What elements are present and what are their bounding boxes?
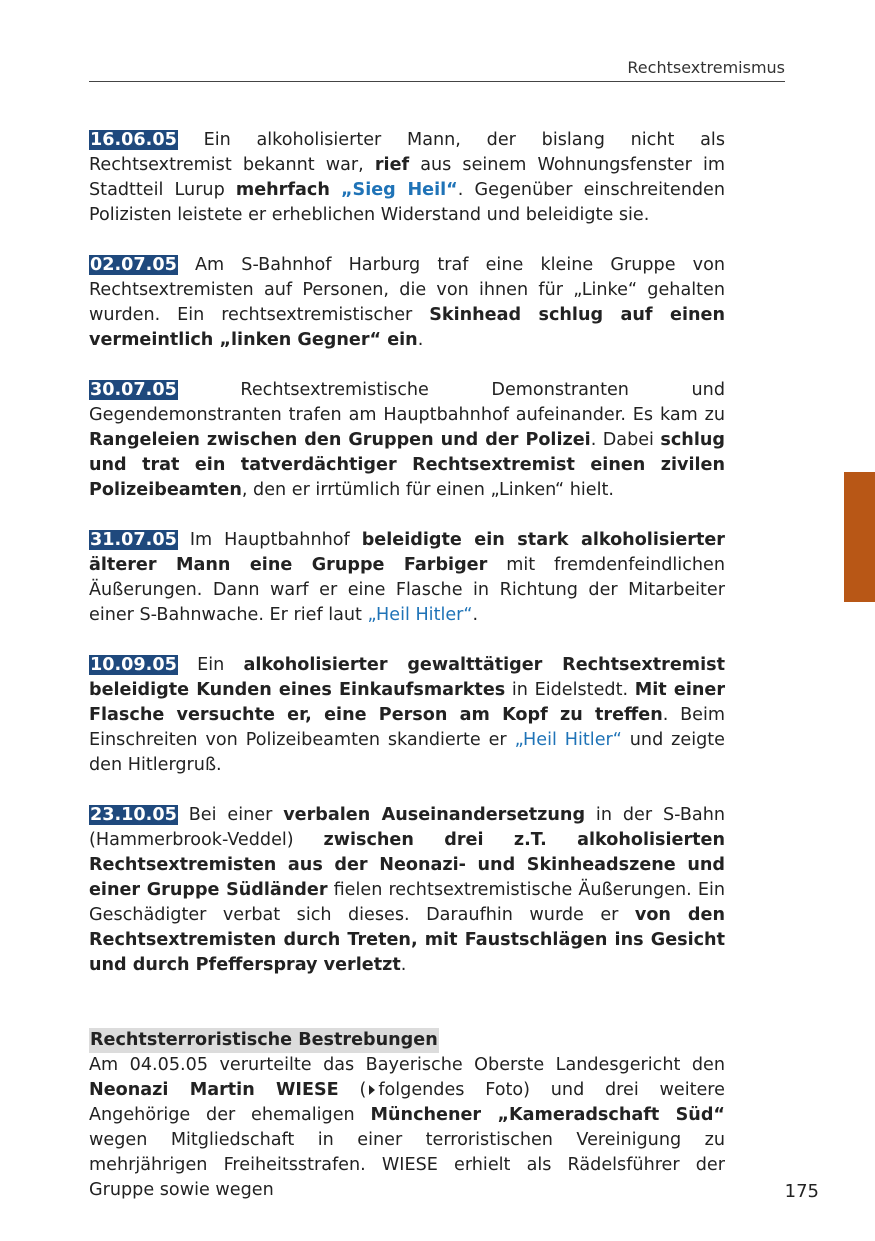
entry-16-06-05 bbox=[89, 128, 725, 228]
header-rule bbox=[89, 81, 785, 82]
entry-text: . bbox=[417, 330, 424, 350]
entry-emphasis: zwischen drei z.T. alkoholisierten Rechtsextremisten aus der Neonazi- und Skinheadszene und einer Gruppe Südländer bbox=[89, 830, 725, 900]
entry-text: Im Hauptbahnhof bbox=[177, 530, 362, 550]
entry-text: in Eidelstedt. bbox=[505, 680, 635, 700]
entry-text: . Dabei bbox=[590, 430, 661, 450]
section-text: ( bbox=[338, 1080, 367, 1100]
entry-text: . bbox=[400, 955, 407, 975]
page-number: 175 bbox=[784, 1181, 819, 1202]
entry-text: . Gegenüber einschreitenden Polizisten leistete er erheblichen Widerstand und beleidigte sie. bbox=[89, 180, 726, 225]
entry-emphasis: Skinhead schlug auf einen vermeintlich „linken Gegner“ ein bbox=[89, 305, 725, 350]
entry-text: Rechtsextremistische Demonstranten und Gegendemonstranten trafen am Hauptbahnhof aufeinander. Es kam zu bbox=[89, 380, 725, 425]
entry-date: 30.07.05 bbox=[90, 380, 177, 400]
entry-10-09-05 bbox=[89, 653, 725, 778]
entry-text: mit fremdenfeindlichen Äußerungen. Dann warf er eine Flasche in Richtung der Mitarbeiter einer S-Bahnwache. Er rief laut bbox=[89, 555, 725, 625]
section-text: wegen Mitgliedschaft in einer terroristischen Vereinigung zu mehrjährigen Freiheitsstrafen. WIESE erhielt als Rädelsführer der Gruppe sowie wegen bbox=[89, 1130, 725, 1200]
entry-text: in der S-Bahn (Hammerbrook-Veddel) bbox=[89, 805, 726, 850]
entry-date: 16.06.05 bbox=[90, 130, 177, 150]
section-text: folgendes Foto) und drei weitere Angehörige der ehemaligen bbox=[89, 1080, 725, 1125]
entry-emphasis: beleidigte ein stark alkoholisierter älterer Mann eine Gruppe Farbiger bbox=[89, 530, 725, 575]
section-emphasis: Münchener „Kameradschaft Süd“ bbox=[370, 1105, 725, 1125]
chapter-tab-marker bbox=[844, 472, 875, 602]
entry-02-07-05 bbox=[89, 253, 725, 353]
entry-text: und zeigte den Hitlergruß. bbox=[89, 730, 725, 775]
entry-emphasis: rief bbox=[374, 155, 410, 175]
entry-emphasis: alkoholisierter gewalttätiger Rechtsextremist beleidigte Kunden eines Einkaufsmarktes bbox=[89, 655, 726, 700]
section-heading: Rechtsterroristische Bestrebungen bbox=[89, 1028, 439, 1053]
entry-date: 31.07.05 bbox=[90, 530, 177, 550]
entry-text: Ein alkoholisierter Mann, der bislang nicht als Rechtsextremist bekannt war, bbox=[89, 130, 725, 175]
entry-text: Am S-Bahnhof Harburg traf eine kleine Gruppe von Rechtsextremisten auf Personen, die von ihnen für „Linke“ gehalten wurden. Ein rechtsextremistischer bbox=[89, 255, 725, 325]
entry-date: 23.10.05 bbox=[90, 805, 177, 825]
entry-text: fielen rechtsextremistische Äußerungen. Ein Geschädigter verbat sich dieses. Daraufhin wurde er bbox=[89, 880, 725, 925]
entry-23-10-05 bbox=[89, 803, 725, 978]
section-body bbox=[89, 1053, 725, 1203]
entry-text: Bei einer bbox=[177, 805, 284, 825]
entry-emphasis: mehrfach bbox=[235, 180, 330, 200]
entry-text: aus seinem Wohnungsfenster im Stadtteil Lurup bbox=[89, 155, 725, 200]
entry-date: 10.09.05 bbox=[90, 655, 177, 675]
page-content bbox=[89, 128, 725, 1203]
entry-30-07-05 bbox=[89, 378, 725, 503]
entry-emphasis: von den Rechtsextremisten durch Treten, mit Faustschlägen ins Gesicht und durch Pfefferspray verletzt bbox=[89, 905, 725, 975]
entry-quote: „Heil Hitler“ bbox=[514, 730, 622, 750]
triangle-right-icon bbox=[369, 1085, 375, 1095]
entry-emphasis: verbalen Auseinandersetzung bbox=[283, 805, 586, 825]
entry-quote: „Sieg Heil“ bbox=[340, 180, 458, 200]
entry-emphasis: Mit einer Flasche versuchte er, eine Person am Kopf zu treffen bbox=[89, 680, 726, 725]
entry-emphasis: schlug und trat ein tatverdächtiger Rechtsextremist einen zivilen Polizeibeamten bbox=[89, 430, 725, 500]
entry-quote: „Heil Hitler“ bbox=[367, 605, 473, 625]
entry-emphasis: Rangeleien zwischen den Gruppen und der Polizei bbox=[89, 430, 591, 450]
entry-text: . Beim Einschreiten von Polizeibeamten skandierte er bbox=[89, 705, 726, 750]
section-text: Am 04.05.05 verurteilte das Bayerische Oberste Landesgericht den bbox=[89, 1055, 725, 1075]
section-emphasis: Neonazi Martin WIESE bbox=[89, 1080, 339, 1100]
entry-date: 02.07.05 bbox=[90, 255, 177, 275]
entry-text: Ein bbox=[177, 655, 244, 675]
running-header: Rechtsextremismus bbox=[627, 58, 785, 77]
entry-text: . bbox=[472, 605, 479, 625]
entry-text: , den er irrtümlich für einen „Linken“ hielt. bbox=[241, 480, 614, 500]
entry-31-07-05 bbox=[89, 528, 725, 628]
